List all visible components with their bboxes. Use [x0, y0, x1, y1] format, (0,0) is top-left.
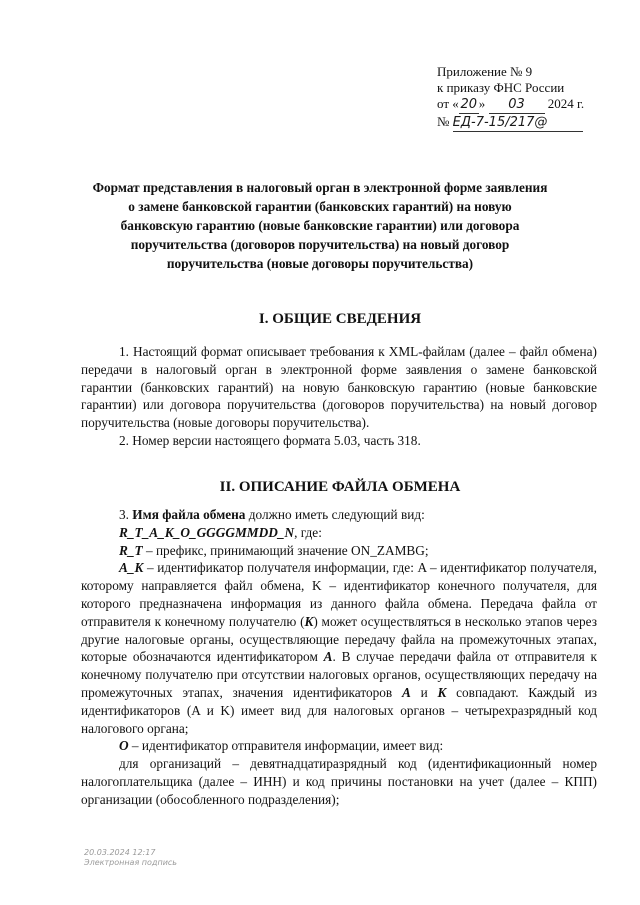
ak-a-1: A [323, 649, 333, 665]
stamp-line-1: 20.03.2024 12:17 [84, 848, 156, 857]
file-name-term: Имя файла обмена [132, 507, 246, 522]
date-prefix: от « [437, 96, 459, 111]
date-year: 2024 г. [547, 96, 585, 111]
ak-definition [81, 559, 597, 737]
paragraph-1: 1. Настоящий формат описывает требования к XML-файлам (далее – файл обмена) передачи в налоговый орган в электронной форме заявления о замене банковской гарантии (банковских гарантий) на новую банковскую гарантию (новые банковские гарантии) или договора поручительства (договоров поручительства) на новый договор поручительства (новые договоры поручительства). [81, 344, 597, 431]
document-title: Формат представления в налоговый орган в электронной форме заявления о замене банковской гарантии (банковских гарантий) на новую банковскую гарантию (новые банковские гарантии) или договора поручительства (договоров поручительства) на новый договор поручительства (новые договоры поручительства) [92, 180, 548, 271]
file-name-pattern-line [81, 524, 597, 542]
electronic-signature-stamp [84, 848, 177, 868]
section-1-heading: I. ОБЩИЕ СВЕДЕНИЯ [258, 311, 422, 327]
ak-k-1: K [304, 613, 314, 629]
file-name-pattern: R_T_A_K_O_GGGGMMDD_N [119, 524, 295, 540]
appendix-title: Приложение № 9 [437, 64, 533, 79]
order-number: ЕД-7-15/217@ [453, 115, 583, 132]
ak-k-2: K [437, 684, 447, 700]
section-2-body [81, 506, 597, 809]
appendix-date [437, 96, 612, 114]
appendix-number [437, 114, 612, 132]
date-mid: » [478, 96, 486, 111]
rt-code: R_T [119, 542, 143, 558]
ak-code: A_K [119, 560, 144, 576]
date-day: 20 [460, 97, 478, 112]
number-prefix: № [437, 114, 450, 129]
appendix-order: к приказу ФНС России [437, 80, 565, 95]
o-definition [81, 737, 597, 755]
ak-and: и [410, 684, 438, 700]
pattern-suffix: , где: [294, 524, 322, 540]
ak-text-4: совпадают. Каждый из идентификаторов (A и K) имеет вид для налоговых органов – четырехразрядный код налогового органа; [81, 684, 597, 736]
rt-definition [81, 542, 597, 560]
section-1-body [81, 343, 597, 450]
appendix-block [437, 64, 612, 132]
ak-text-2: ) может осуществляться в несколько этапов через другие налоговые органы, осуществляющие передачу файла на промежуточных этапах, которые обозначаются идентификатором [81, 613, 597, 665]
paragraph-3 [81, 506, 597, 524]
date-month: 03 [489, 97, 545, 114]
paragraph-3-text: должно иметь следующий вид: [245, 507, 425, 522]
paragraph-3-number: 3. [119, 507, 133, 522]
ak-text-1: – идентификатор получателя информации, где: A – идентификатор получателя, которому направляется файл обмена, K – идентификатор конечного получателя, для которого предназначена информация из данного файла обмена. Передача файла от отправителя к конечному получателю ( [81, 560, 597, 629]
organization-definition: для организаций – девятнадцатиразрядный код (идентификационный номер налогоплательщика (далее – ИНН) и код причины постановки на учет (далее – КПП) организации (обособленного подразделения); [81, 756, 597, 807]
ak-text-3: . В случае передачи файла от отправителя к конечному получателю при отсутствии налоговых органов, осуществляющих передачу на промежуточных этапах, значения идентификаторов [81, 649, 597, 700]
ak-a-2: A [401, 684, 411, 700]
o-text: – идентификатор отправителя информации, имеет вид: [128, 738, 444, 754]
o-code: O [119, 738, 129, 754]
paragraph-2: 2. Номер версии настоящего формата 5.03, часть 318. [119, 432, 421, 448]
section-2-heading: II. ОПИСАНИЕ ФАЙЛА ОБМЕНА [219, 479, 461, 495]
stamp-line-2: Электронная подпись [84, 858, 178, 867]
rt-text: – префикс, принимающий значение ON_ZAMBG; [142, 542, 429, 558]
